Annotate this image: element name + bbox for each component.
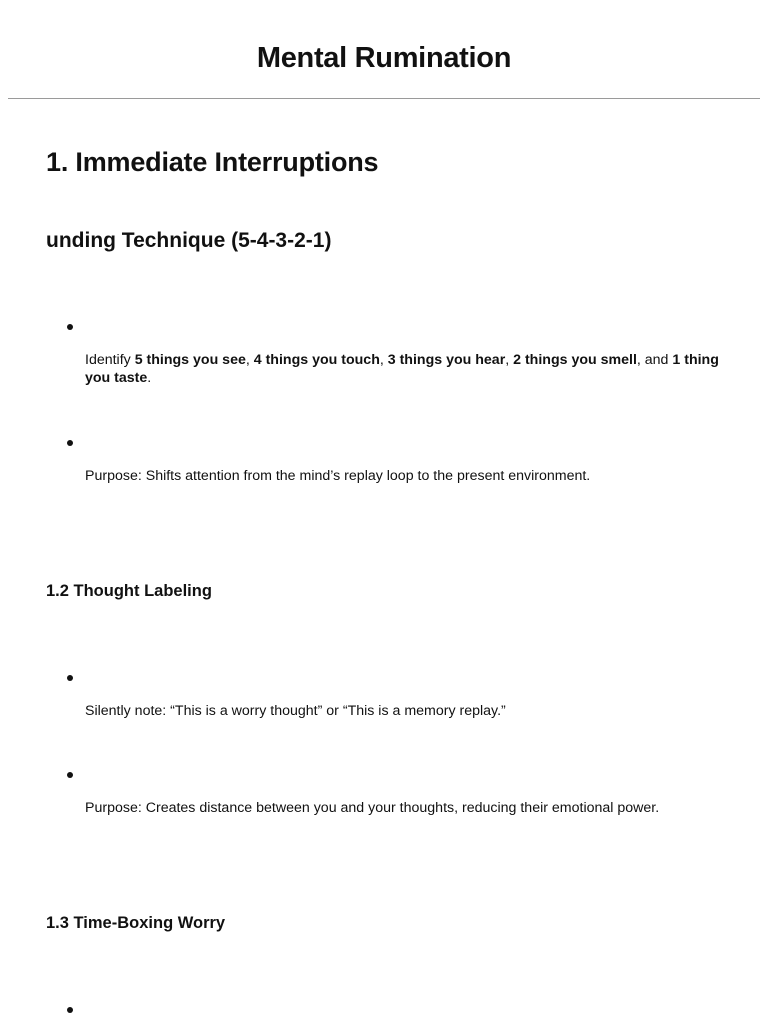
document-title: Mental Rumination (256, 42, 512, 74)
thought-labeling-purpose-text: Purpose: Creates distance between you and your thoughts, reducing their emotional power. (85, 800, 660, 816)
sense-hear-count: 3 things you hear (387, 352, 506, 368)
bullet-marker (67, 324, 73, 330)
bullet-marker (67, 1007, 73, 1013)
grounding-instruction-text: Identify 5 things you see, 4 things you touch, 3 things you hear, 2 things you smell, and 1 thing you taste. (85, 352, 719, 386)
bullet-marker (67, 675, 73, 681)
grounding-purpose-text: Purpose: Shifts attention from the mind’s replay loop to the present environment. (85, 468, 591, 484)
bullet-marker (67, 772, 73, 778)
subsection-heading-thought-labeling: 1.2 Thought Labeling (46, 582, 212, 600)
title-divider (8, 98, 760, 99)
sense-see-count: 5 things you see (134, 352, 246, 368)
subsection-heading-grounding-technique: unding Technique (5-4-3-2-1) (46, 229, 332, 252)
sense-smell-count: 2 things you smell (513, 352, 637, 368)
thought-labeling-instruction-text: Silently note: “This is a worry thought” or “This is a memory replay.” (85, 703, 506, 719)
subsection-heading-time-boxing-worry: 1.3 Time-Boxing Worry (46, 914, 226, 932)
sense-taste-count: 1 thing you taste (85, 352, 719, 386)
sense-touch-count: 4 things you touch (253, 352, 380, 368)
section-heading-immediate-interruptions: 1. Immediate Interruptions (46, 147, 379, 177)
bullet-marker (67, 440, 73, 446)
